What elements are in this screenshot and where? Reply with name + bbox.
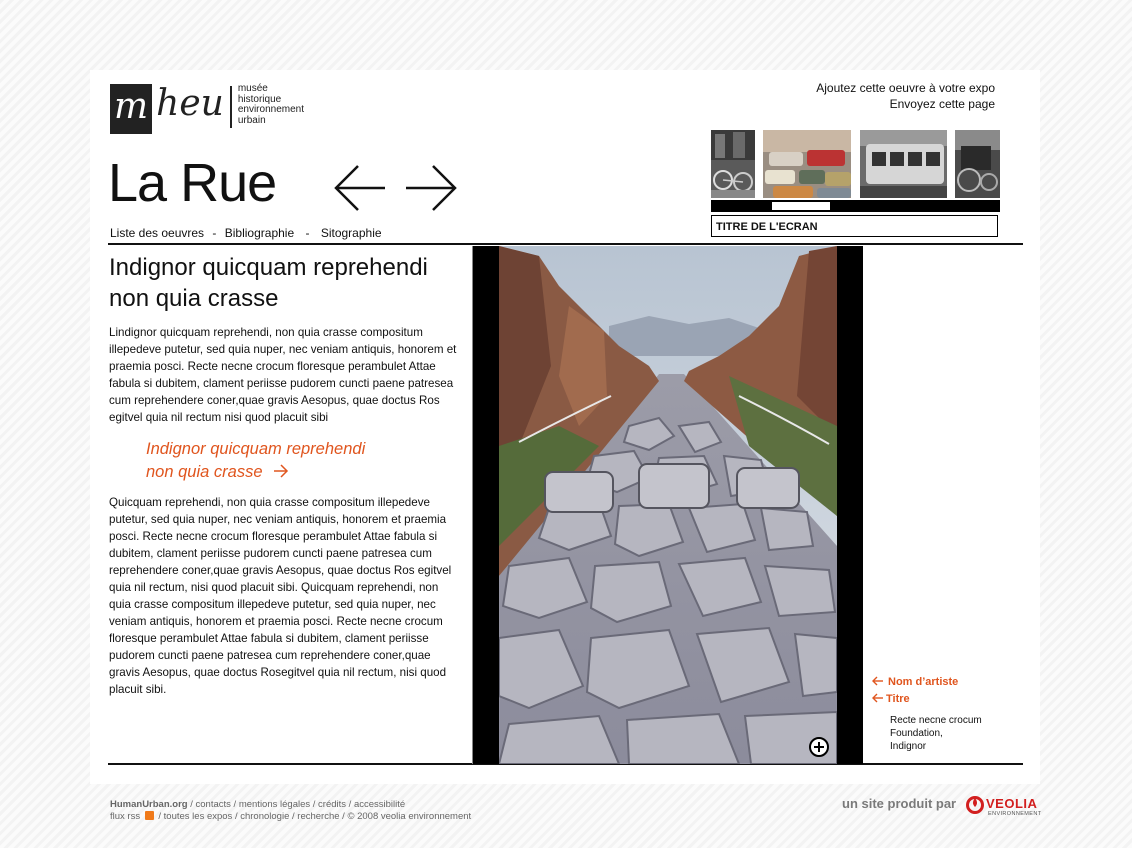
arrow-right-icon (273, 464, 289, 478)
top-links (816, 80, 995, 112)
pull-quote-link[interactable] (146, 438, 406, 484)
chronology-link[interactable]: chronologie (240, 811, 290, 822)
zoom-plus-icon (809, 737, 829, 757)
logo-subtitle (238, 84, 304, 126)
contacts-link[interactable]: contacts (195, 799, 231, 810)
arrow-right-icon (403, 164, 459, 212)
credits-link[interactable]: crédits (318, 799, 347, 810)
accessibility-link[interactable]: accessibilité (353, 799, 406, 810)
artwork-caption (872, 674, 1022, 753)
veolia-flame-icon (966, 794, 984, 814)
veolia-subtitle: ENVIRONNEMENT (988, 811, 1042, 817)
thumbnail-carriage[interactable] (955, 130, 1000, 198)
veolia-name: VEOLIA (986, 796, 1038, 811)
logo-sub-line: environnement (237, 104, 304, 115)
thumbnail-strip (711, 130, 1000, 198)
produced-by-text: un site produit par (842, 796, 957, 811)
frame-edge (472, 246, 473, 764)
caption-text (890, 714, 1022, 753)
mheu-logo[interactable] (110, 80, 304, 136)
artwork-title-label: Titre (886, 693, 910, 705)
arrow-left-icon (332, 164, 388, 212)
quote-line-1: Indignor quicquam reprehendi (146, 440, 366, 458)
next-button[interactable] (403, 164, 459, 212)
article-paragraph-2: Quicquam reprehendi, non quia crasse compositum illepedeve putetur, sed quia nuper, nec veniam antiquis, honorem et praemia posci. Recte necne crocum floresque perambulet Attae fabula si dubitem, clament periisse pudorem cuncti paene patresea cum reprehendere coner,quae gravis Aesopus, quae doctus Ros egitvel quia nil rectum, nisi quod placuit sibi. Quicquam reprehendi, non quia crasse compositum illepedeve putetur, sed quia nuper, nec veniam antiquis, honorem et praemia posci. Recte necne crocum floresque perambulet Attae fabula si dubitem, clament periisse pudorem cuncti paene patresea cum reprehendere coner,quae gravis Aesopus, quae doctus Rosegitvel quia nil rectum, nisi quod placuit sibi. (109, 496, 452, 696)
subnav-separator: - (305, 226, 310, 240)
article-paragraph-1: Lindignor quicquam reprehendi, non quia crasse compositum illepedeve putetur, sed quia nuper, nec veniam antiquis, honorem et praemia posci. Recte necne crocum floresque perambulet Attae fabula si dubitem, clament periisse pudorem cuncti paene patresea cum reprehendere coner,quae gravis Aesopus, quae doctus Ros egitvel quia nil rectum nisi quod placuit sibi (109, 326, 457, 424)
artist-name-label: Nom d’artiste (888, 676, 959, 688)
subnav-separator: - (212, 226, 217, 240)
logo-sub-line: urbain (237, 114, 266, 126)
bibliography-link[interactable]: Bibliographie (224, 226, 295, 240)
send-page-link[interactable]: Envoyez cette page (889, 97, 995, 111)
logo-heu: heu (156, 83, 224, 124)
previous-button[interactable] (332, 164, 388, 212)
logo-sub-line: musée (237, 83, 268, 94)
logo-sub-line: historique (237, 93, 282, 105)
sub-navigation (110, 226, 382, 240)
thumbnail-traffic[interactable] (763, 130, 851, 198)
caption-line: Indignor (890, 741, 927, 752)
logo-divider (230, 86, 232, 128)
quote-line-2: non quia crasse (146, 463, 263, 481)
arrow-left-icon (872, 693, 884, 703)
search-link[interactable]: recherche (297, 811, 340, 822)
copyright: © 2008 veolia environnement (347, 811, 472, 822)
thumbnail-scrollbar[interactable] (711, 200, 1000, 212)
rss-icon[interactable] (145, 811, 154, 820)
scrollbar-handle[interactable] (772, 202, 830, 210)
screen-title-field: TITRE DE L'ECRAN (711, 215, 998, 237)
rss-link[interactable]: flux rss (110, 811, 141, 822)
footer-links: HumanUrban.org / contacts / mentions légales / crédits / accessibilité flux rss / toutes les expos / chronologie / recherche / © 2008 veolia environnement (110, 799, 472, 822)
works-list-link[interactable]: Liste des oeuvres (110, 226, 205, 240)
sitography-link[interactable]: Sitographie (320, 226, 382, 240)
caption-line: Recte necne crocum (890, 715, 982, 726)
caption-line: Foundation, (890, 728, 943, 739)
site-link[interactable]: HumanUrban.org (110, 799, 188, 810)
arrow-left-icon (872, 676, 884, 686)
top-divider (108, 243, 1023, 245)
article-heading: Indignor quicquam reprehendi non quia crasse (109, 254, 428, 312)
veolia-logo[interactable] (966, 794, 1042, 819)
artwork-title-link[interactable] (872, 691, 1022, 708)
add-to-expo-link[interactable]: Ajoutez cette oeuvre à votre expo (816, 81, 995, 95)
legal-link[interactable]: mentions légales (238, 799, 311, 810)
thumbnail-bicycles[interactable] (711, 130, 755, 198)
all-expos-link[interactable]: toutes les expos (163, 811, 233, 822)
artist-name-link[interactable] (872, 674, 1022, 691)
thumbnail-train[interactable] (860, 130, 947, 198)
page-title: La Rue (108, 153, 277, 213)
artwork-image[interactable] (499, 246, 837, 764)
zoom-button[interactable] (809, 737, 829, 757)
logo-m: m (110, 84, 152, 134)
